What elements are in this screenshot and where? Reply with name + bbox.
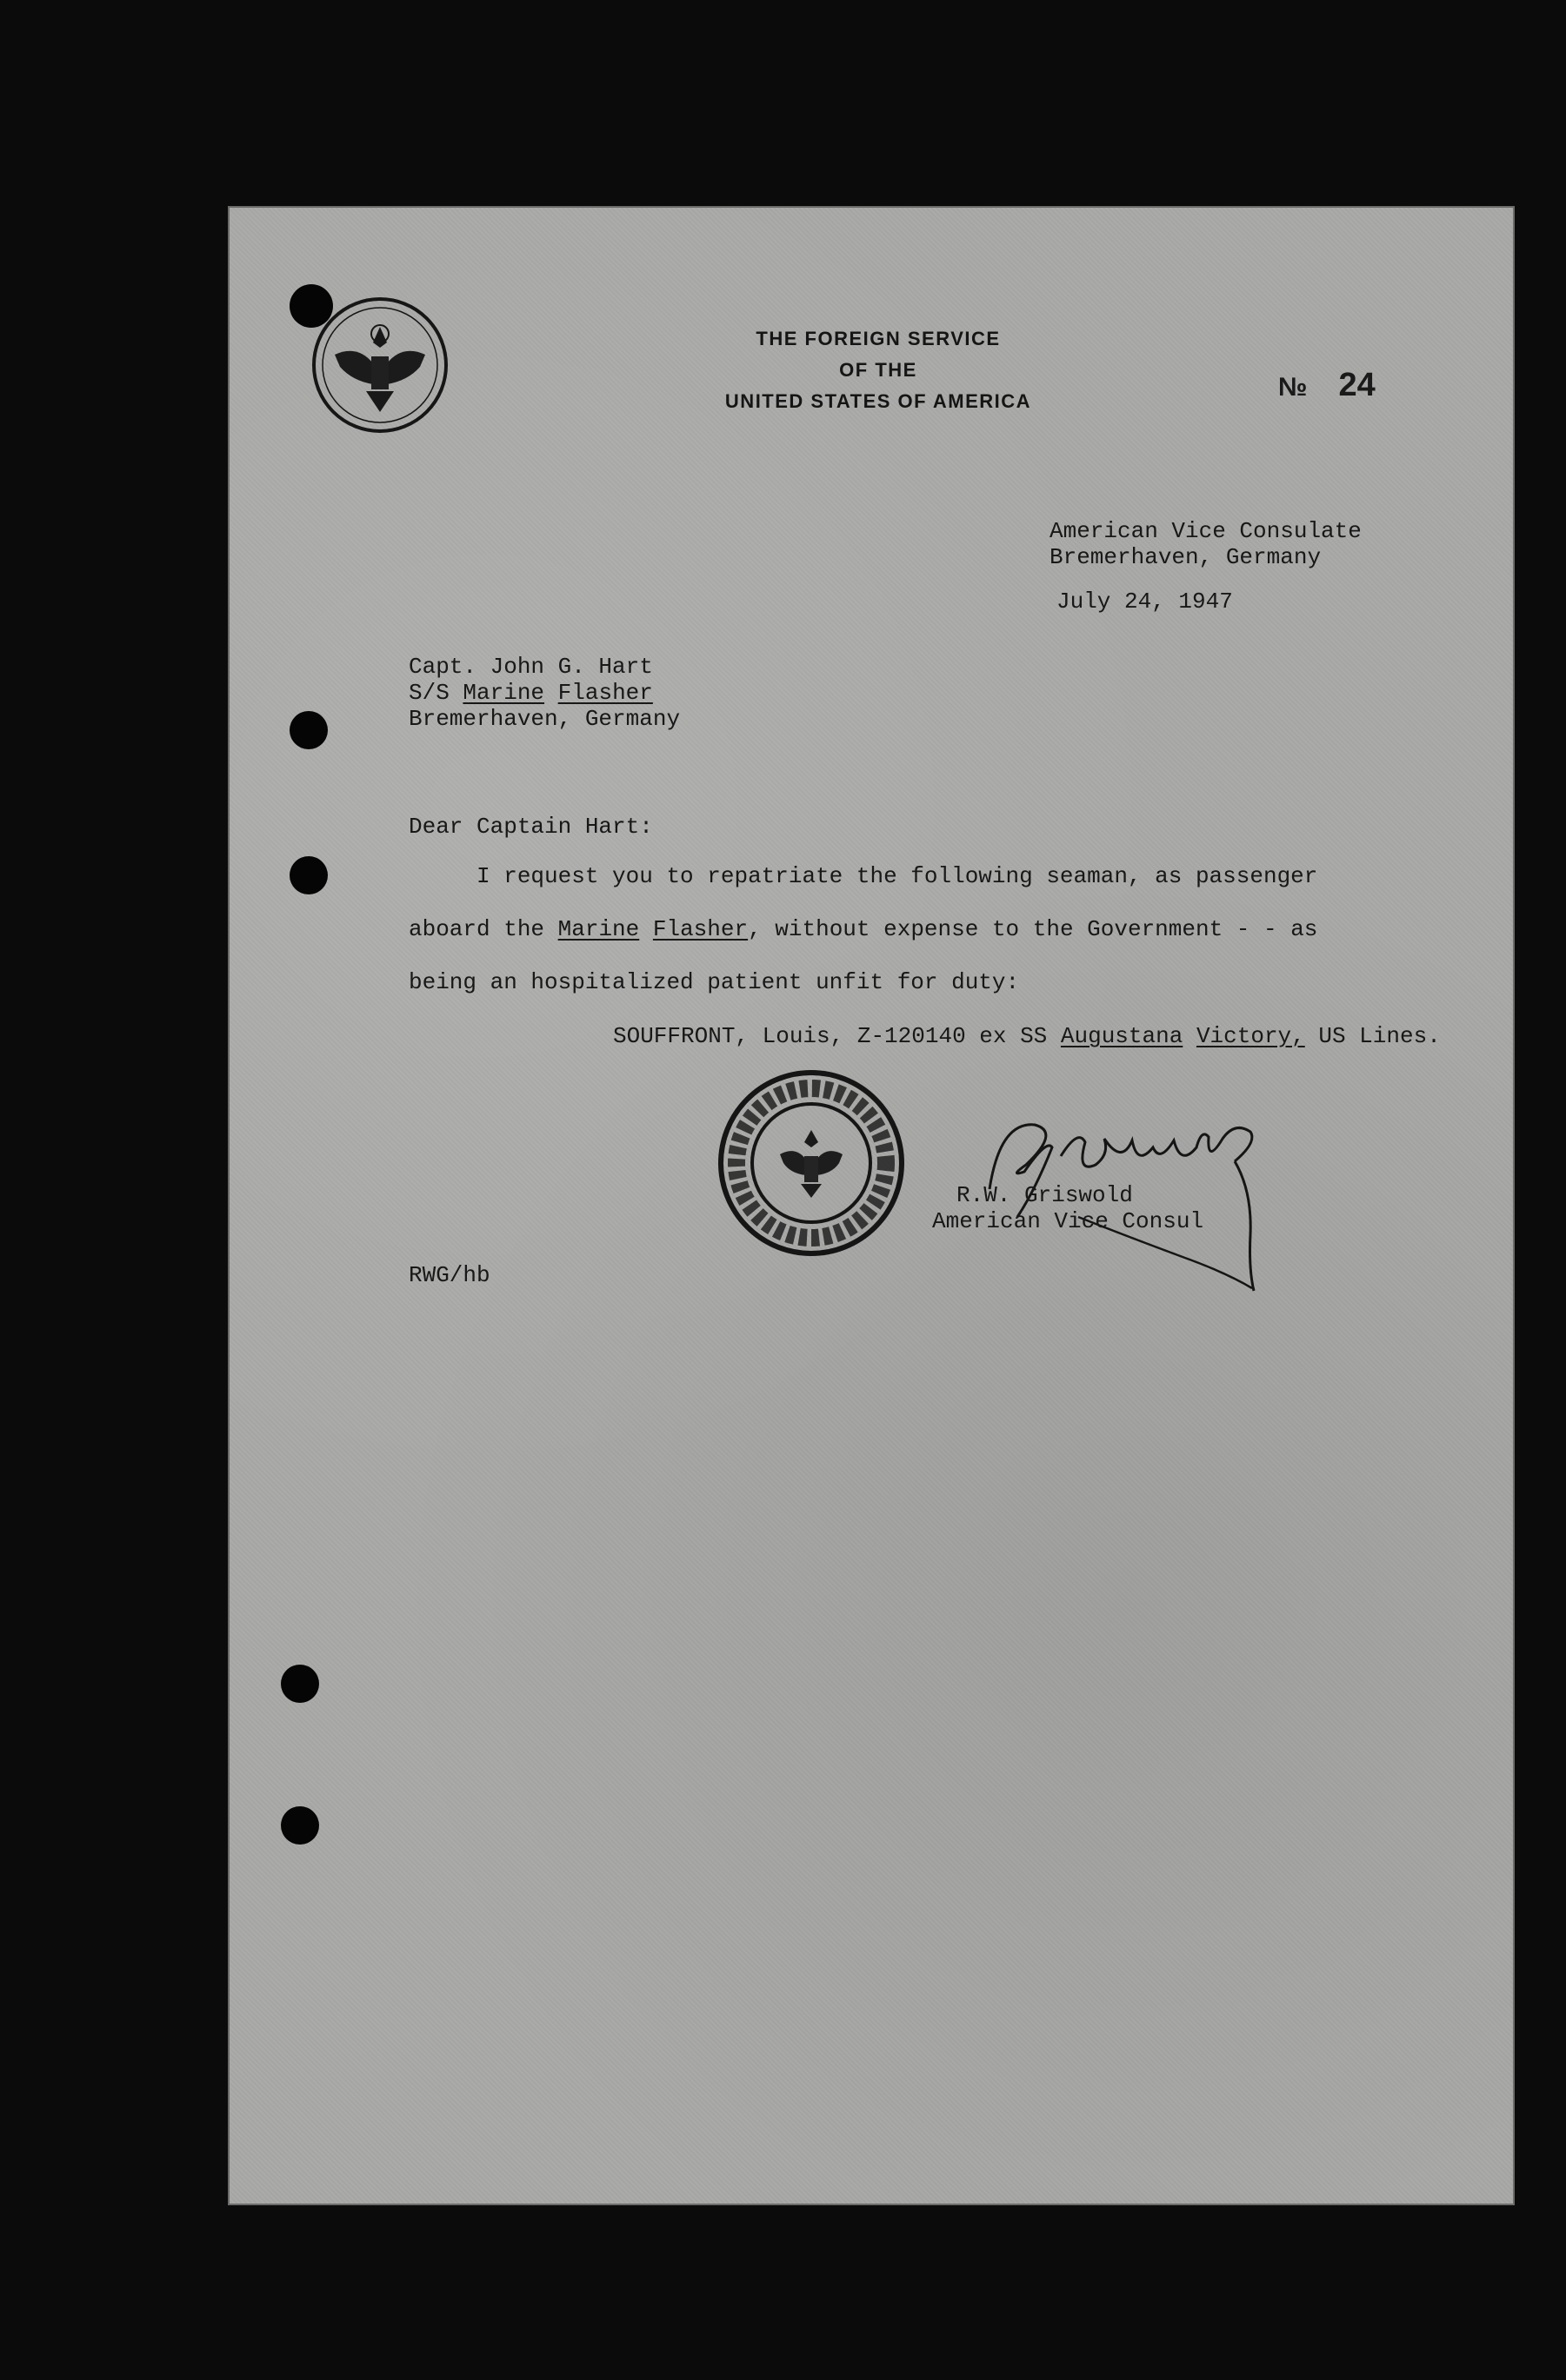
punch-hole (281, 1665, 319, 1703)
signer-name: R.W. Griswold (956, 1182, 1133, 1208)
letterhead-line-1: THE FOREIGN SERVICE (756, 328, 1001, 349)
letterhead (661, 323, 1096, 417)
letterhead-line-3: UNITED STATES OF AMERICA (724, 390, 1032, 412)
signer-title: American Vice Consul (932, 1208, 1204, 1234)
body-line-2 (409, 916, 1317, 942)
ship-prefix: S/S (409, 680, 463, 706)
number-value: 24 (1338, 367, 1376, 403)
body-line-1: I request you to repatriate the following seaman, as passenger (409, 863, 1318, 889)
reference-initials: RWG/hb (409, 1262, 490, 1288)
body-line-3: being an hospitalized patient unfit for duty: (409, 969, 1020, 995)
recipient-ship (409, 680, 653, 706)
punch-hole (290, 711, 328, 749)
sender-office: American Vice Consulate (1050, 518, 1362, 544)
seaman-entry (613, 1023, 1441, 1049)
seaman-ship-1: Augustana (1060, 1023, 1183, 1049)
great-seal-emblem-icon (309, 294, 452, 437)
seaman-details: SOUFFRONT, Louis, Z-120140 ex SS (613, 1023, 1061, 1049)
sender-city: Bremerhaven, Germany (1050, 544, 1322, 570)
number-mark: № (1278, 373, 1306, 402)
document-number (1278, 367, 1376, 404)
seaman-ship-2: Victory, (1196, 1023, 1305, 1049)
recipient-name: Capt. John G. Hart (409, 654, 653, 680)
punch-hole (281, 1806, 319, 1845)
seaman-line: US Lines. (1304, 1023, 1441, 1049)
punch-hole (290, 856, 328, 894)
letter-date: July 24, 1947 (1056, 588, 1233, 615)
body-line-2-start: aboard the (409, 916, 558, 942)
body-line-2-end: , without expense to the Government - - as (748, 916, 1318, 942)
ship-name-2: Flasher (652, 916, 749, 942)
letterhead-line-2: OF THE (839, 359, 917, 381)
salutation: Dear Captain Hart: (409, 814, 653, 840)
ship-name-2: Flasher (557, 680, 653, 706)
recipient-city: Bremerhaven, Germany (409, 706, 681, 732)
consular-stamp-icon (716, 1067, 907, 1259)
ship-name-1: Marine (557, 916, 640, 942)
ship-name-1: Marine (463, 680, 545, 706)
